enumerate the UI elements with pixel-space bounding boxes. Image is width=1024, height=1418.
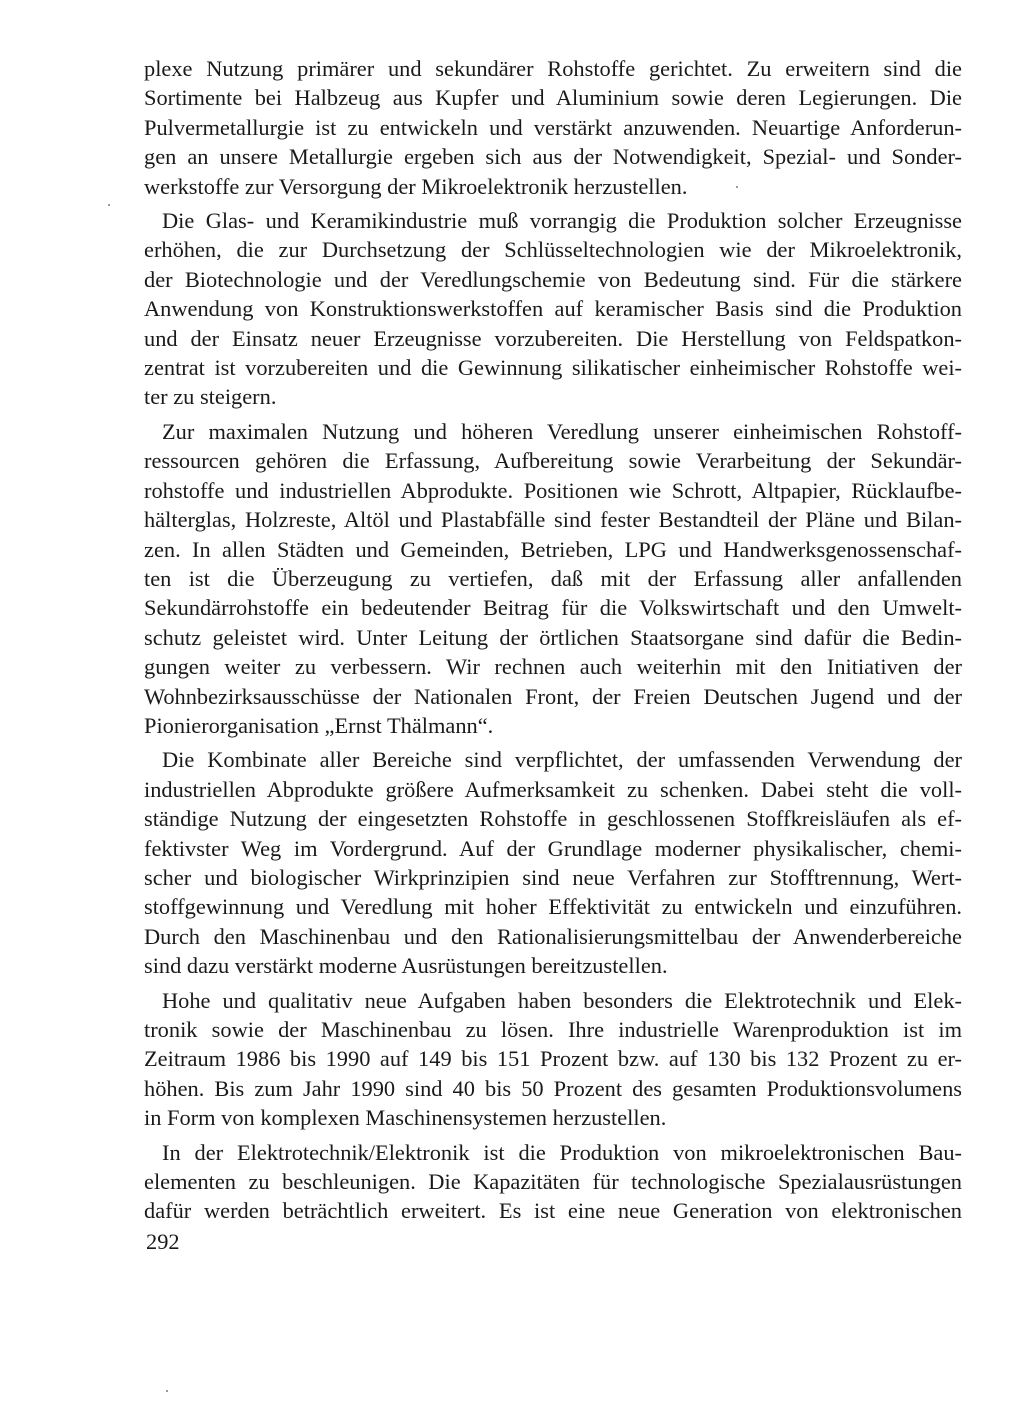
text-line: Pionierorganisation „Ernst Thälmann“. — [144, 712, 494, 738]
scan-speck — [108, 204, 110, 206]
text-line: höhen. Bis zum Jahr 1990 sind 40 bis 50 Prozent des gesamten Produktionsvolumens — [144, 1075, 962, 1101]
text-line: Anwendung von Konstruktionswerkstoffen auf keramischer Basis sind die Produktion — [144, 296, 962, 322]
text-line: rohstoffe und industriellen Abprodukte. Positionen wie Schrott, Altpapier, Rücklaufbe- — [144, 477, 962, 503]
paragraph — [144, 417, 962, 740]
text-line: industriellen Abprodukte größere Aufmerksamkeit zu schenken. Dabei steht die voll- — [144, 776, 962, 802]
text-line: Die Glas- und Keramikindustrie muß vorrangig die Produktion solcher Erzeugnisse — [162, 208, 962, 234]
text-line: werkstoffe zur Versorgung der Mikroelektronik herzustellen. — [144, 173, 688, 199]
text-line: Sekundärrohstoffe ein bedeutender Beitrag für die Volkswirtschaft und den Umwelt- — [144, 595, 962, 621]
text-line: stoffgewinnung und Veredlung mit hoher Effektivität zu entwickeln und einzuführen. — [144, 894, 962, 920]
text-line: Zur maximalen Nutzung und höheren Veredlung unserer einheimischen Rohstoff- — [162, 418, 962, 444]
text-line: ten ist die Überzeugung zu vertiefen, daß mit der Erfassung aller anfallenden — [144, 565, 962, 591]
paragraph — [144, 745, 962, 980]
text-line: zentrat ist vorzubereiten und die Gewinnung silikatischer einheimischer Rohstoffe wei- — [144, 355, 962, 381]
paragraph — [144, 54, 962, 201]
text-line: ressourcen gehören die Erfassung, Aufbereitung sowie Verarbeitung der Sekundär- — [144, 448, 962, 474]
text-line: Pulvermetallurgie ist zu entwickeln und verstärkt anzuwenden. Neuartige Anforderun- — [144, 114, 962, 140]
text-line: in Form von komplexen Maschinensystemen herzustellen. — [144, 1105, 667, 1131]
text-line: dafür werden beträchtlich erweitert. Es ist eine neue Generation von elektronischen — [144, 1198, 962, 1224]
text-line: fektivster Weg im Vordergrund. Auf der Grundlage moderner physikalischer, chemi- — [144, 835, 962, 861]
page-number: 292 — [146, 1229, 180, 1254]
text-line: Sortimente bei Halbzeug aus Kupfer und Aluminium sowie deren Legierungen. Die — [144, 85, 962, 111]
text-line: In der Elektrotechnik/Elektronik ist die Produktion von mikroelektronischen Bau- — [162, 1139, 962, 1165]
text-line: scher und biologischer Wirkprinzipien sind neue Verfahren zur Stofftrennung, Wert- — [144, 864, 962, 890]
text-line: erhöhen, die zur Durchsetzung der Schlüsseltechnologien wie der Mikroelektronik, — [144, 237, 962, 263]
text-line: Zeitraum 1986 bis 1990 auf 149 bis 151 Prozent bzw. auf 130 bis 132 Prozent zu er- — [144, 1046, 962, 1072]
text-line: plexe Nutzung primärer und sekundärer Rohstoffe gerichtet. Zu erweitern sind die — [144, 56, 962, 81]
paragraph — [144, 1138, 962, 1226]
text-line: tronik sowie der Maschinenbau zu lösen. Ihre industrielle Warenproduktion ist im — [144, 1017, 962, 1042]
text-line: ständige Nutzung der eingesetzten Rohstoffe in geschlossenen Stoffkreisläufen als ef- — [144, 806, 962, 832]
text-line: ter zu steigern. — [144, 384, 277, 410]
text-line: und der Einsatz neuer Erzeugnisse vorzubereiten. Die Herstellung von Feldspatkon- — [144, 325, 962, 351]
text-line: hälterglas, Holzreste, Altöl und Plastabfälle sind fester Bestandteil der Pläne und Bilan- — [144, 507, 962, 533]
text-line: Hohe und qualitativ neue Aufgaben haben besonders die Elektrotechnik und Elek- — [162, 987, 962, 1013]
text-line: der Biotechnologie und der Veredlungschemie von Bedeutung sind. Für die stärkere — [144, 266, 962, 292]
text-line: gungen weiter zu verbessern. Wir rechnen auch weiterhin mit den Initiativen der — [144, 654, 962, 680]
paragraph — [144, 206, 962, 412]
text-line: elementen zu beschleunigen. Die Kapazitäten für technologische Spezialausrüstungen — [144, 1169, 962, 1195]
text-line: schutz geleistet wird. Unter Leitung der örtlichen Staatsorgane sind dafür die Bedin- — [144, 624, 962, 650]
text-line: zen. In allen Städten und Gemeinden, Betrieben, LPG und Handwerksgenossenschaf- — [144, 536, 962, 562]
scan-speck — [736, 186, 738, 188]
text-line: Durch den Maschinenbau und den Rationalisierungsmittelbau der Anwenderbereiche — [144, 923, 962, 949]
text-line: gen an unsere Metallurgie ergeben sich aus der Notwendigkeit, Spezial- und Sonder- — [144, 144, 962, 170]
body-text — [144, 54, 962, 1231]
text-line: Die Kombinate aller Bereiche sind verpflichtet, der umfassenden Verwendung der — [162, 747, 962, 773]
paragraph — [144, 986, 962, 1133]
scan-speck — [166, 1390, 168, 1392]
text-line: sind dazu verstärkt moderne Ausrüstungen bereitzustellen. — [144, 953, 668, 979]
text-line: Wohnbezirksausschüsse der Nationalen Front, der Freien Deutschen Jugend und der — [144, 683, 962, 709]
